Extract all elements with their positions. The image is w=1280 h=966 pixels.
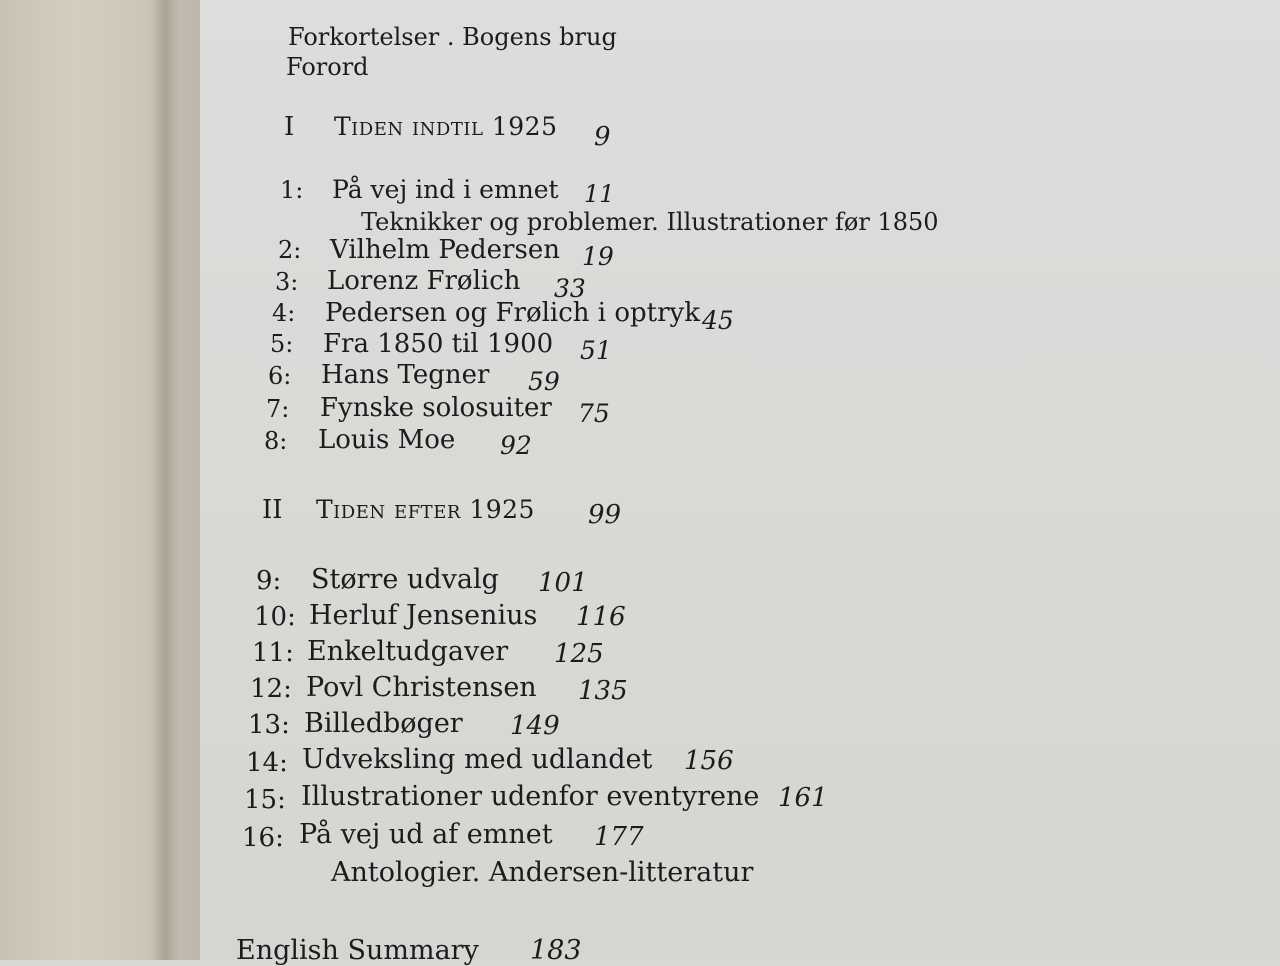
part-title: Tiden efter 1925 bbox=[316, 495, 535, 524]
chapter-title: Enkeltudgaver bbox=[307, 636, 509, 667]
chapter-number: 16: bbox=[242, 823, 284, 853]
chapter-page: 116 bbox=[576, 602, 626, 632]
chapter-number: 2: bbox=[278, 236, 302, 264]
chapter-page: 101 bbox=[538, 568, 588, 598]
chapter-number: 8: bbox=[264, 427, 288, 455]
book-spine bbox=[0, 0, 215, 960]
chapter-number: 9: bbox=[256, 566, 282, 596]
chapter-page: 75 bbox=[578, 399, 610, 428]
chapter-page: 59 bbox=[528, 367, 560, 396]
chapter-title: Større udvalg bbox=[311, 564, 499, 595]
chapter-title: Povl Christensen bbox=[306, 672, 537, 703]
chapter-number: 7: bbox=[266, 395, 290, 423]
chapter-page: 33 bbox=[554, 274, 586, 303]
chapter-title: Lorenz Frølich bbox=[327, 266, 521, 296]
chapter-page: 19 bbox=[582, 242, 614, 271]
chapter-title: Udveksling med udlandet bbox=[302, 744, 653, 775]
chapter-number: 11: bbox=[252, 638, 294, 668]
chapter-number: 4: bbox=[272, 299, 296, 327]
page-gutter bbox=[150, 0, 180, 960]
chapter-title: Pedersen og Frølich i optryk bbox=[325, 298, 700, 328]
chapter-number: 14: bbox=[246, 748, 288, 778]
chapter-title: Fra 1850 til 1900 bbox=[323, 329, 554, 359]
chapter-page: 51 bbox=[580, 336, 612, 365]
chapter-page: 135 bbox=[578, 676, 628, 706]
chapter-page: 156 bbox=[684, 746, 734, 776]
toc-abbrev: Forkortelser . Bogens brug bbox=[288, 23, 617, 51]
chapter-title: Vilhelm Pedersen bbox=[330, 235, 560, 265]
chapter-number: 13: bbox=[248, 710, 290, 740]
chapter-page: 161 bbox=[778, 783, 828, 813]
summary-title: English Summary bbox=[236, 935, 479, 966]
chapter-title: Illustrationer udenfor eventyrene bbox=[301, 781, 760, 812]
chapter-page: 92 bbox=[500, 431, 532, 460]
chapter-subtitle: Antologier. Andersen-litteratur bbox=[331, 857, 754, 888]
book-page bbox=[200, 0, 1280, 960]
chapter-number: 10: bbox=[254, 602, 296, 632]
chapter-number: 15: bbox=[244, 785, 286, 815]
chapter-title: På vej ud af emnet bbox=[299, 819, 553, 850]
part-page: 99 bbox=[588, 500, 622, 530]
part-number: II bbox=[262, 495, 283, 525]
chapter-page: 149 bbox=[510, 711, 560, 741]
chapter-number: 1: bbox=[280, 176, 304, 204]
part-number: I bbox=[284, 112, 295, 142]
part-title: Tiden indtil 1925 bbox=[334, 112, 558, 141]
chapter-number: 5: bbox=[270, 330, 294, 358]
chapter-page: 45 bbox=[702, 306, 734, 335]
chapter-title: Fynske solosuiter bbox=[320, 393, 552, 423]
chapter-title: Hans Tegner bbox=[321, 360, 490, 390]
chapter-number: 12: bbox=[250, 674, 292, 704]
summary-page: 183 bbox=[530, 935, 582, 966]
chapter-page: 125 bbox=[554, 639, 604, 669]
chapter-title: Billedbøger bbox=[304, 708, 463, 739]
chapter-title: Louis Moe bbox=[318, 425, 456, 455]
chapter-page: 11 bbox=[584, 180, 615, 208]
chapter-number: 3: bbox=[275, 268, 299, 296]
part-page: 9 bbox=[594, 122, 611, 152]
toc-preface: Forord bbox=[286, 53, 369, 81]
chapter-subtitle: Teknikker og problemer. Illustrationer før 1850 bbox=[361, 208, 939, 236]
chapter-number: 6: bbox=[268, 362, 292, 390]
chapter-page: 177 bbox=[594, 822, 644, 852]
chapter-title: Herluf Jensenius bbox=[309, 600, 538, 631]
chapter-title: På vej ind i emnet bbox=[332, 175, 559, 204]
